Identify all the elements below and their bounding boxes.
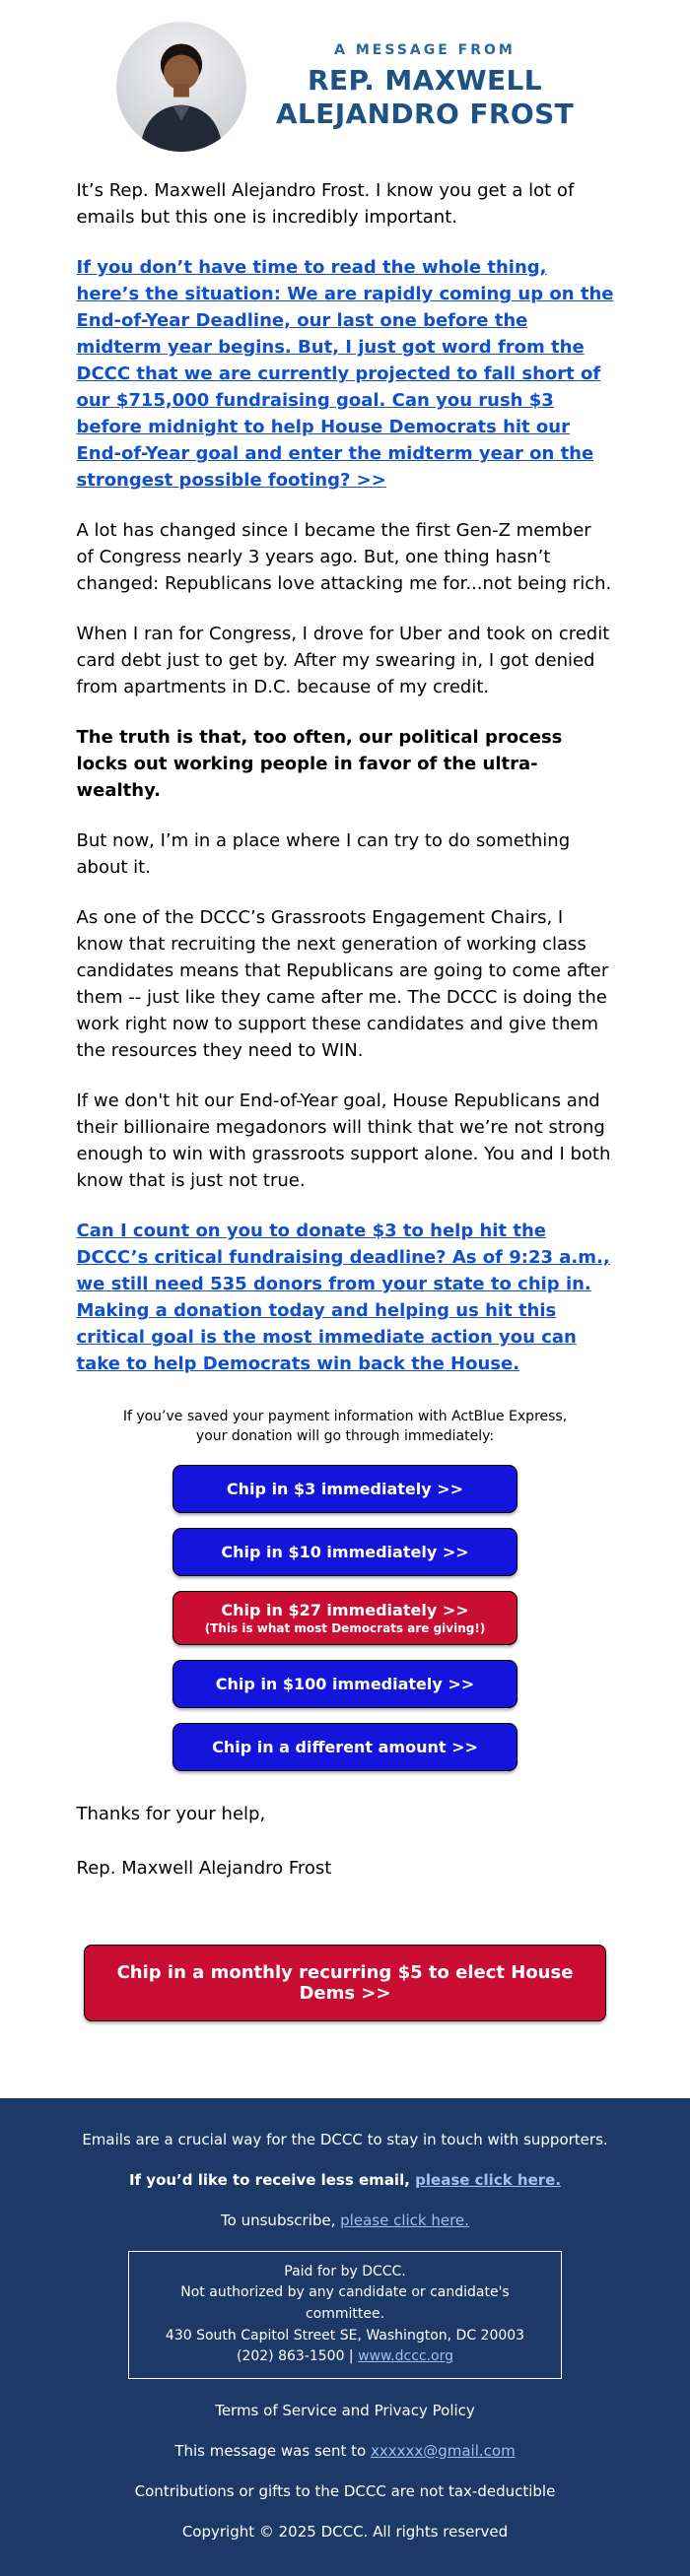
cta-paragraph-count-on-you bbox=[77, 1218, 614, 1377]
chip-in-3-label: Chip in $3 immediately >> bbox=[226, 1479, 464, 1498]
footer-unsubscribe-text: To unsubscribe, bbox=[221, 2211, 341, 2229]
recipient-email-link[interactable]: xxxxxx@gmail.com bbox=[370, 2442, 516, 2461]
disclaimer-not-authorized: Not authorized by any candidate or candidate's committee. bbox=[180, 2284, 510, 2322]
chip-in-10-label: Chip in $10 immediately >> bbox=[221, 1542, 469, 1561]
less-email-link[interactable]: please click here. bbox=[415, 2170, 562, 2189]
disclaimer-phone-line bbox=[143, 2346, 547, 2368]
chip-in-100-button[interactable] bbox=[172, 1660, 518, 1708]
paragraph-goal: If we don't hit our End-of-Year goal, House Republicans and their billionaire megadonors will think that we’re not strong enough to win with grassroots support alone. You and I both know that is just not true. bbox=[76, 1090, 611, 1191]
chip-in-100-label: Chip in $100 immediately >> bbox=[215, 1674, 475, 1693]
paid-for-disclaimer-box bbox=[128, 2251, 562, 2379]
sender-name-line1: REP. MAXWELL bbox=[307, 64, 543, 98]
footer-copyright: Copyright © 2025 DCCC. All rights reserved bbox=[181, 2523, 509, 2542]
dccc-website-link[interactable]: www.dccc.org bbox=[358, 2348, 454, 2365]
monthly-recurring-button[interactable] bbox=[84, 1945, 606, 2021]
donate-summary-link[interactable]: If you don’t have time to read the whole thing, here’s the situation: We are rapidly coming up on the End-of-Year Deadline, our last one before the midterm year begins. But, I just got word from the DCCC that we are currently projected to fall short of our $715,000 fundraising goal. Can you rush $3 before midnight to help House Democrats hit our End-of-Year goal and enter the midterm year on the strongest possible footing? >> bbox=[76, 257, 614, 491]
chip-in-10-button[interactable] bbox=[172, 1528, 518, 1576]
paragraph-grassroots: As one of the DCCC’s Grassroots Engagement Chairs, I know that recruiting the next generation of working class candidates means that Republicans are going to come after them -- just like they came after me. The DCCC is doing the work right now to support these candidates and give them the resources they need to WIN. bbox=[76, 907, 609, 1061]
sender-name-line2: ALEJANDRO FROST bbox=[275, 98, 575, 130]
disclaimer-phone: (202) 863-1500 | bbox=[236, 2348, 359, 2365]
preheader-label: A MESSAGE FROM bbox=[334, 42, 516, 59]
paragraph-uber: When I ran for Congress, I drove for Uber and took on credit card debt just to get by. After my swearing in, I got denied from apartments in D.C. because of my credit. bbox=[76, 624, 610, 697]
signature-block bbox=[77, 1801, 614, 1882]
footer-less-email-line bbox=[39, 2170, 651, 2191]
sent-to-text: This message was sent to bbox=[174, 2442, 371, 2461]
footer-intro: Emails are a crucial way for the DCCC to stay in touch with supporters. bbox=[82, 2130, 608, 2148]
footer-sent-to-line bbox=[39, 2441, 651, 2462]
footer-unsubscribe-line bbox=[39, 2211, 651, 2231]
paragraph-but-now: But now, I’m in a place where I can try to do something about it. bbox=[76, 830, 571, 878]
donation-buttons bbox=[77, 1465, 614, 1771]
email-footer bbox=[0, 2098, 690, 2576]
disclaimer-paid-for: Paid for by DCCC. bbox=[284, 2263, 406, 2279]
signature-name: Rep. Maxwell Alejandro Frost bbox=[76, 1857, 332, 1879]
paragraph-intro: It’s Rep. Maxwell Alejandro Frost. I know you get a lot of emails but this one is incredibly important. bbox=[76, 180, 575, 228]
unsubscribe-link[interactable]: please click here. bbox=[340, 2211, 469, 2229]
chip-in-other-label: Chip in a different amount >> bbox=[212, 1737, 478, 1756]
portrait-photo-icon bbox=[116, 22, 246, 152]
chip-in-27-label: Chip in $27 immediately >> bbox=[221, 1600, 469, 1619]
actblue-note-line2: your donation will go through immediately: bbox=[195, 1428, 495, 1445]
email-content bbox=[77, 177, 614, 1882]
chip-in-3-button[interactable] bbox=[172, 1465, 518, 1513]
actblue-note-line1: If you’ve saved your payment information with ActBlue Express, bbox=[122, 1409, 568, 1424]
actblue-note bbox=[77, 1407, 614, 1447]
chip-in-other-button[interactable] bbox=[172, 1723, 518, 1771]
terms-privacy-link[interactable]: Terms of Service and Privacy Policy bbox=[215, 2402, 475, 2420]
donate-deadline-link[interactable]: Can I count on you to donate $3 to help hit the DCCC’s critical fundraising deadline? As of 9:23 a.m., we still need 535 donors from your state to chip in. Making a donation today and helping us hit this critical goal is the most immediate action you can take to help Democrats win back the House. bbox=[76, 1221, 610, 1374]
monthly-recurring-label: Chip in a monthly recurring $5 to elect House Dems >> bbox=[116, 1961, 574, 2004]
footer-less-email-text: If you’d like to receive less email, bbox=[128, 2170, 416, 2189]
avatar bbox=[116, 22, 246, 152]
paragraph-genz: A lot has changed since I became the first Gen-Z member of Congress nearly 3 years ago. But, one thing hasn’t changed: Republicans love attacking me for...not being rich. bbox=[76, 520, 612, 594]
disclaimer-address: 430 South Capitol Street SE, Washington, DC 20003 bbox=[165, 2327, 525, 2344]
chip-in-27-button[interactable] bbox=[172, 1591, 518, 1645]
paragraph-truth-bold: The truth is that, too often, our political process locks out working people in favor of the ultra-wealthy. bbox=[76, 727, 563, 801]
header-text bbox=[276, 42, 574, 130]
closing-line: Thanks for your help, bbox=[76, 1803, 266, 1824]
email-header bbox=[0, 0, 690, 160]
cta-paragraph-summary bbox=[77, 254, 614, 494]
chip-in-27-sublabel: (This is what most Democrats are giving!) bbox=[204, 1620, 486, 1635]
footer-tax-line: Contributions or gifts to the DCCC are not tax-deductible bbox=[134, 2482, 556, 2501]
footer-terms-line bbox=[39, 2401, 651, 2421]
